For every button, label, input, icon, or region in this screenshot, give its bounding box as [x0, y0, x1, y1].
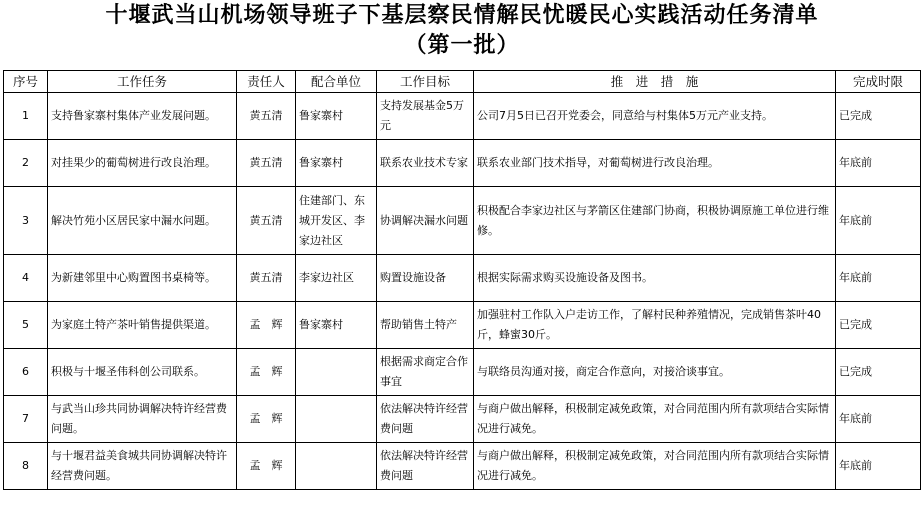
row-number: 7 [4, 396, 48, 443]
col-header-deadline: 完成时限 [836, 71, 921, 93]
measure-cell: 公司7月5日已召开党委会，同意给与村集体5万元产业支持。 [474, 93, 836, 140]
owner-cell: 黄五清 [237, 93, 296, 140]
owner-cell: 孟 辉 [237, 443, 296, 490]
owner-cell: 孟 辉 [237, 302, 296, 349]
measure-cell: 与联络员沟通对接，商定合作意向，对接洽谈事宜。 [474, 349, 836, 396]
goal-cell: 购置设施设备 [377, 255, 474, 302]
task-cell: 对挂果少的葡萄树进行改良治理。 [48, 140, 237, 187]
row-number: 1 [4, 93, 48, 140]
goal-cell: 根据需求商定合作事宜 [377, 349, 474, 396]
document-title: 十堰武当山机场领导班子下基层察民情解民忧暖民心实践活动任务清单 [105, 3, 819, 28]
table-row [4, 255, 921, 302]
col-header-partner: 配合单位 [296, 71, 377, 93]
goal-cell: 帮助销售土特产 [377, 302, 474, 349]
measure-cell: 加强驻村工作队入户走访工作，了解村民种养殖情况，完成销售茶叶40斤，蜂蜜30斤。 [474, 302, 836, 349]
deadline-cell: 年底前 [836, 140, 921, 187]
owner-cell: 孟 辉 [237, 349, 296, 396]
deadline-cell: 已完成 [836, 349, 921, 396]
task-cell: 与十堰君益美食城共同协调解决特许经营费问题。 [48, 443, 237, 490]
task-table [3, 70, 921, 490]
col-header-measure: 推 进 措 施 [474, 71, 836, 93]
partner-cell [296, 396, 377, 443]
table-row [4, 187, 921, 255]
goal-cell: 联系农业技术专家 [377, 140, 474, 187]
deadline-cell: 年底前 [836, 443, 921, 490]
goal-cell: 依法解决特许经营费问题 [377, 443, 474, 490]
table-header-row [4, 71, 921, 93]
row-number: 5 [4, 302, 48, 349]
task-cell: 为新建邻里中心购置图书桌椅等。 [48, 255, 237, 302]
partner-cell [296, 349, 377, 396]
row-number: 4 [4, 255, 48, 302]
goal-cell: 支持发展基金5万元 [377, 93, 474, 140]
deadline-cell: 年底前 [836, 396, 921, 443]
col-header-goal: 工作目标 [377, 71, 474, 93]
deadline-cell: 年底前 [836, 187, 921, 255]
owner-cell: 黄五清 [237, 255, 296, 302]
partner-cell: 鲁家寨村 [296, 93, 377, 140]
partner-cell [296, 443, 377, 490]
owner-cell: 孟 辉 [237, 396, 296, 443]
document-subtitle: （第一批） [404, 33, 520, 58]
table-row [4, 443, 921, 490]
measure-cell: 根据实际需求购买设施设备及图书。 [474, 255, 836, 302]
row-number: 3 [4, 187, 48, 255]
partner-cell: 鲁家寨村 [296, 302, 377, 349]
task-cell: 解决竹苑小区居民家中漏水问题。 [48, 187, 237, 255]
table-row [4, 302, 921, 349]
goal-cell: 协调解决漏水问题 [377, 187, 474, 255]
partner-cell: 鲁家寨村 [296, 140, 377, 187]
owner-cell: 黄五清 [237, 140, 296, 187]
measure-cell: 积极配合李家边社区与茅箭区住建部门协商，积极协调原施工单位进行维修。 [474, 187, 836, 255]
task-cell: 与武当山珍共同协调解决特许经营费问题。 [48, 396, 237, 443]
table-row [4, 349, 921, 396]
deadline-cell: 已完成 [836, 302, 921, 349]
row-number: 2 [4, 140, 48, 187]
col-header-no: 序号 [4, 71, 48, 93]
deadline-cell: 已完成 [836, 93, 921, 140]
partner-cell: 李家边社区 [296, 255, 377, 302]
table-row [4, 93, 921, 140]
row-number: 8 [4, 443, 48, 490]
goal-cell: 依法解决特许经营费问题 [377, 396, 474, 443]
row-number: 6 [4, 349, 48, 396]
task-cell: 为家庭土特产茶叶销售提供渠道。 [48, 302, 237, 349]
col-header-owner: 责任人 [237, 71, 296, 93]
measure-cell: 与商户做出解释，积极制定减免政策，对合同范围内所有款项结合实际情况进行减免。 [474, 396, 836, 443]
owner-cell: 黄五清 [237, 187, 296, 255]
measure-cell: 联系农业部门技术指导，对葡萄树进行改良治理。 [474, 140, 836, 187]
partner-cell: 住建部门、东城开发区、李家边社区 [296, 187, 377, 255]
table-row [4, 140, 921, 187]
deadline-cell: 年底前 [836, 255, 921, 302]
task-cell: 积极与十堰圣伟科创公司联系。 [48, 349, 237, 396]
table-row [4, 396, 921, 443]
task-cell: 支持鲁家寨村集体产业发展问题。 [48, 93, 237, 140]
col-header-task: 工作任务 [48, 71, 237, 93]
measure-cell: 与商户做出解释，积极制定减免政策，对合同范围内所有款项结合实际情况进行减免。 [474, 443, 836, 490]
